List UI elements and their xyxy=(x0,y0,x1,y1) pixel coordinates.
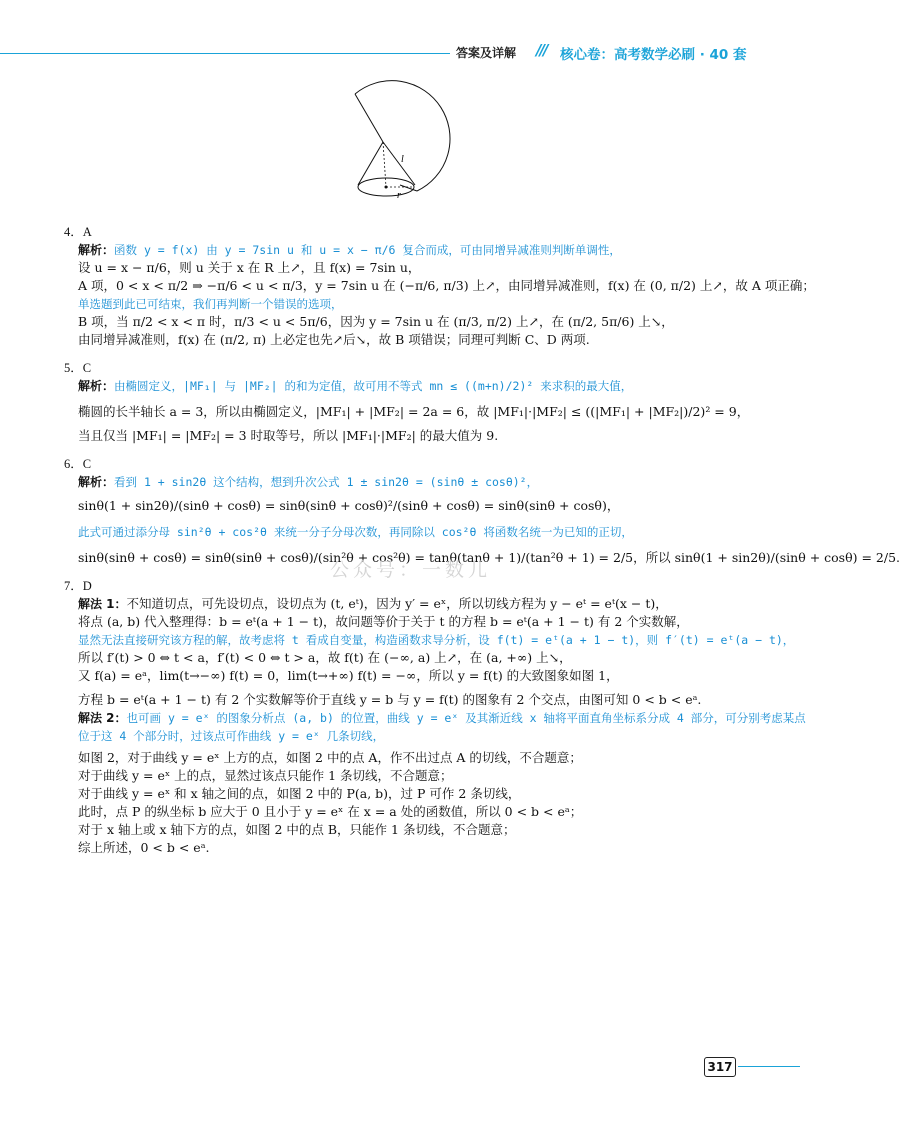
q6-line: sinθ(1 + sin2θ)/(sinθ + cosθ) = sinθ(sinθ + cosθ)²/(sinθ + cosθ) = sinθ(sinθ + cosθ)， xyxy=(78,498,620,513)
cone-axis xyxy=(383,142,386,187)
sector-edge-left xyxy=(355,94,383,142)
watermark: 公众号：一数儿 xyxy=(330,559,492,581)
q7-line: 如图 2，对于曲线 y = eˣ 上方的点，如图 2 中的点 A，作不出过点 A 的切线，不合题意； xyxy=(78,750,582,765)
q4-analysis: 解析：函数 y = f(x) 由 y = 7sin u 和 u = x − π/6 复合而成，可由同增异减准则判断单调性， xyxy=(78,243,621,257)
label-l: l xyxy=(401,154,404,165)
q6-analysis: 解析：看到 1 + sin2θ 这个结构，想到升次公式 1 ± sin2θ = (sinθ ± cosθ)²， xyxy=(78,475,539,489)
header-section-label: 答案及详解 xyxy=(456,46,517,60)
header-book-title: 核心卷：高考数学必刷 · 40 套 xyxy=(560,47,747,63)
q7-line: 对于曲线 y = eˣ 和 x 轴之间的点，如图 2 中的 P(a, b)，过 P 可作 2 条切线， xyxy=(78,786,521,801)
header-rule xyxy=(0,53,450,54)
q6-note: 此式可通过添分母 sin²θ + cos²θ 来统一分子分母次数，再同除以 cos²θ 将函数名统一为已知的正切， xyxy=(78,525,633,539)
q7-line: 方程 b = eᵗ(a + 1 − t) 有 2 个实数解等价于直线 y = b 与 y = f(t) 的图象有 2 个交点，由图可知 0 < b < eᵃ. xyxy=(78,692,702,707)
q7-line: 此时，点 P 的纵坐标 b 应大于 0 且小于 y = eˣ 在 x = a 处的函数值，所以 0 < b < eᵃ； xyxy=(78,804,583,819)
question-4-number: 4．A xyxy=(64,225,92,239)
q7-method-1: 解法 1：不知道切点，可先设切点，设切点为 (t, eᵗ)，因为 y′ = eˣ，所以切线方程为 y − eᵗ = eᵗ(x − t)， xyxy=(78,596,668,611)
q5-line: 当且仅当 |MF₁| = |MF₂| = 3 时取等号，所以 |MF₁|·|MF₂| 的最大值为 9. xyxy=(78,428,499,443)
q4-line: 设 u = x − π/6，则 u 关于 x 在 R 上↗，且 f(x) = 7sin u， xyxy=(78,260,421,275)
q7-note: 位于这 4 个部分时，过该点可作曲线 y = eˣ 几条切线， xyxy=(78,729,385,743)
q7-note: 显然无法直接研究该方程的解，故考虑将 t 看成自变量，构造函数求导分析，设 f(t) = eᵗ(a + 1 − t)，则 f′(t) = eᵗ(a − t)， xyxy=(78,633,795,647)
footer-rule xyxy=(738,1066,800,1067)
page-number: 317 xyxy=(704,1057,736,1077)
q7-line: 又 f(a) = eᵃ，lim(t→−∞) f(t) = 0，lim(t→+∞) f(t) = −∞，所以 y = f(t) 的大致图象如图 1， xyxy=(78,668,619,683)
cone-net-figure xyxy=(340,84,460,214)
q4-line: B 项，当 π/2 < x < π 时，π/3 < u < 5π/6，因为 y = 7sin u 在 (π/3, π/2) 上↗，在 (π/2, 5π/6) 上↘， xyxy=(78,314,674,329)
sector-arc xyxy=(355,81,450,191)
q7-method-2: 解法 2：也可画 y = eˣ 的图象分析点 (a, b) 的位置，曲线 y = eˣ 及其渐近线 x 轴将平面直角坐标系分成 4 部分，可分别考虑某点 xyxy=(78,711,806,725)
q7-line: 将点 (a, b) 代入整理得：b = eᵗ(a + 1 − t)，故问题等价于关于 t 的方程 b = eᵗ(a + 1 − t) 有 2 个实数解， xyxy=(78,614,689,629)
page-header xyxy=(0,40,800,66)
q7-line: 对于曲线 y = eˣ 上的点，显然过该点只能作 1 条切线，不合题意； xyxy=(78,768,453,783)
solutions-content xyxy=(64,217,900,857)
question-7-number: 7．D xyxy=(64,579,92,593)
q7-line: 对于 x 轴上或 x 轴下方的点，如图 2 中的点 B，只能作 1 条切线，不合题意； xyxy=(78,822,516,837)
q7-conclusion: 综上所述，0 < b < eᵃ. xyxy=(78,840,210,855)
label-r: r xyxy=(397,190,401,201)
question-5-number: 5．C xyxy=(64,361,92,375)
q4-note: 单选题到此已可结束，我们再判断一个错误的选项， xyxy=(78,297,343,311)
q7-line: 所以 f′(t) > 0 ⇔ t < a，f′(t) < 0 ⇔ t > a，故 f(t) 在 (−∞, a) 上↗，在 (a, +∞) 上↘， xyxy=(78,650,572,665)
q6-line: sinθ(sinθ + cosθ) = sinθ(sinθ + cosθ)/(sin²θ + cos²θ) = tanθ(tanθ + 1)/(tan²θ + 1) = 2/5，所以 sinθ(1 + sin2θ)/(sinθ + cosθ) = 2/5. xyxy=(78,550,900,565)
q5-line: 椭圆的长半轴长 a = 3，所以由椭圆定义，|MF₁| + |MF₂| = 2a = 6，故 |MF₁|·|MF₂| ≤ ((|MF₁| + |MF₂|)/2)² = 9， xyxy=(78,404,750,419)
cone-base-center xyxy=(385,186,388,189)
q5-analysis: 解析：由椭圆定义，|MF₁| 与 |MF₂| 的和为定值，故可用不等式 mn ≤ ((m+n)/2)² 来求积的最大值， xyxy=(78,379,633,393)
question-6-number: 6．C xyxy=(64,457,92,471)
q4-line: A 项，0 < x < π/2 ⇒ −π/6 < u < π/3，y = 7sin u 在 (−π/6, π/3) 上↗，由同增异减准则，f(x) 在 (0, π/2) 上↗，故 A 项正确； xyxy=(78,278,815,293)
sector-edge-right xyxy=(400,185,417,191)
header-slash-decoration: /// xyxy=(536,41,547,59)
q4-line: 由同增异减准则，f(x) 在 (π/2, π) 上必定也先↗后↘，故 B 项错误；同理可判断 C、D 两项. xyxy=(78,332,590,347)
